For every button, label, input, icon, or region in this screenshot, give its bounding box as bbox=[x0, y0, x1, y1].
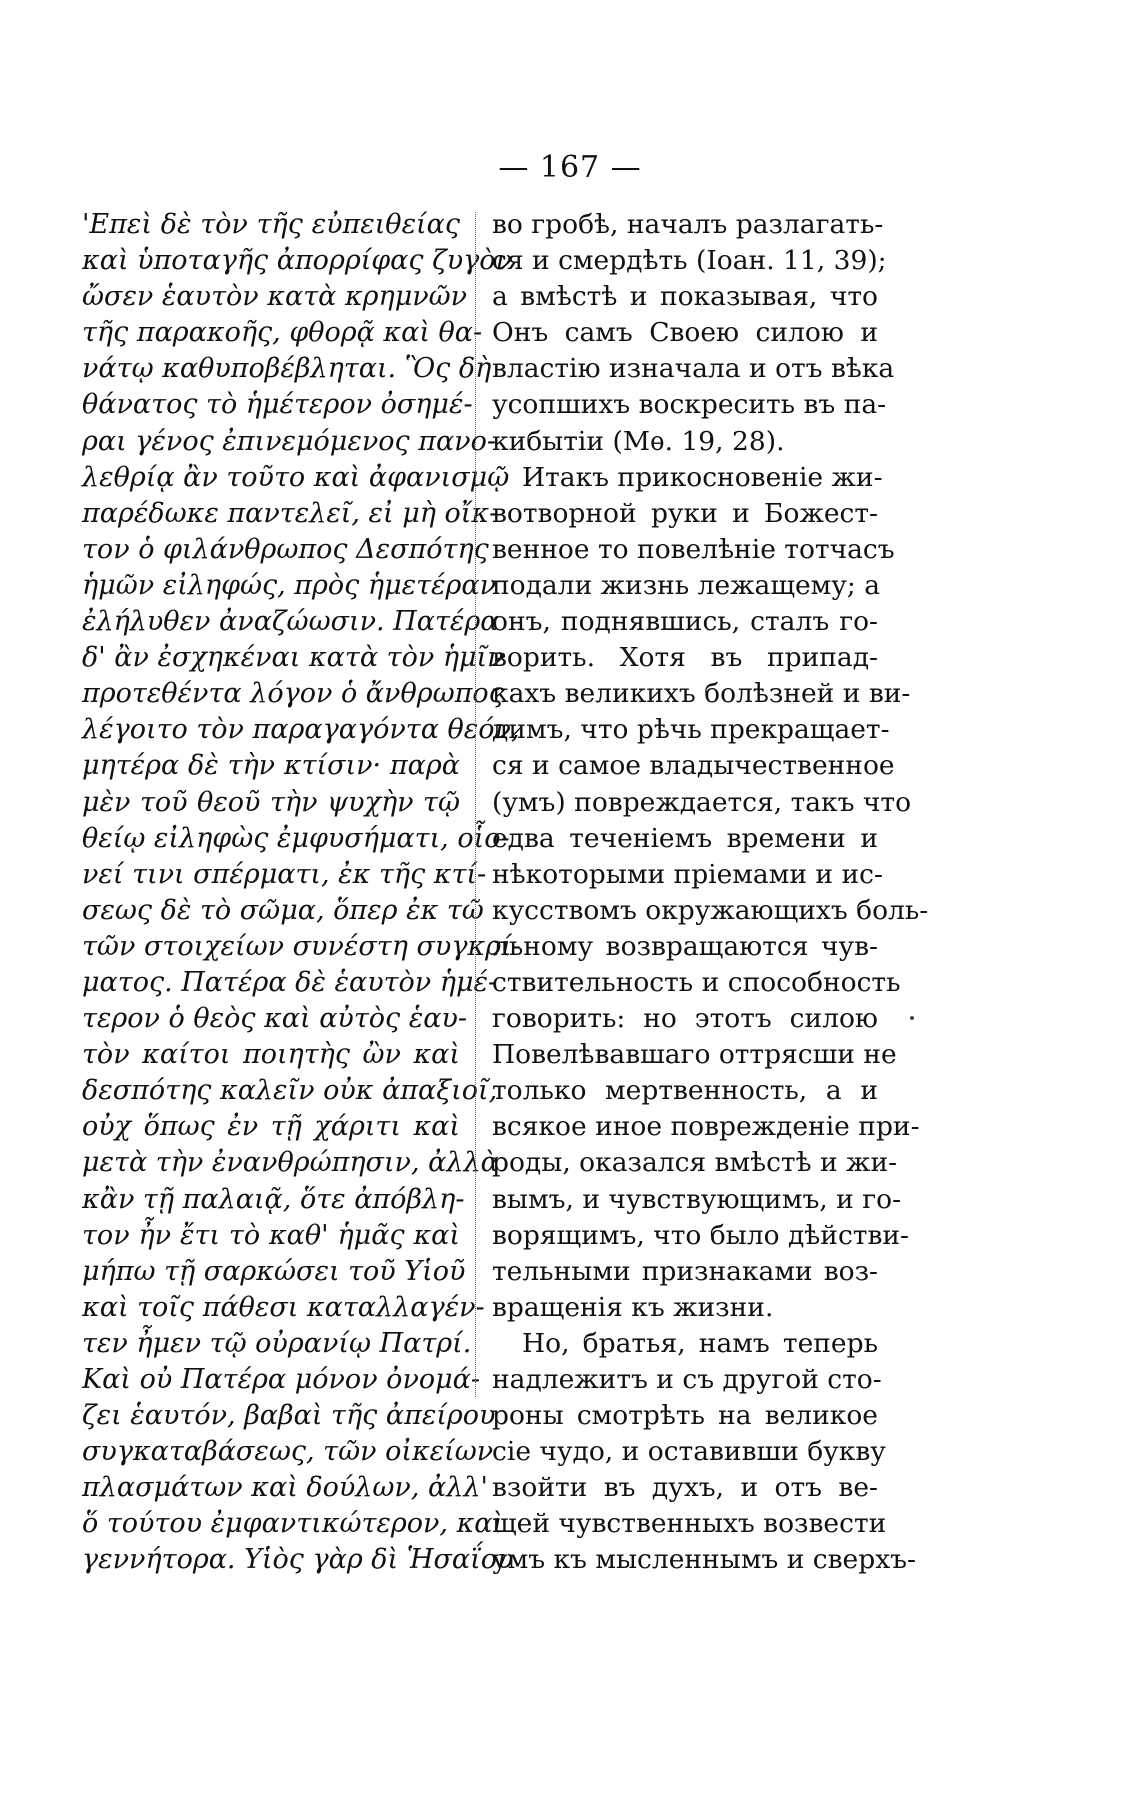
text-line: димъ, что рѣчь прекращает- bbox=[492, 714, 890, 746]
text-line: γεννήτορα. Υἱὸς γὰρ δὶ Ἡσαΐου bbox=[82, 1544, 514, 1576]
text-line: νεί τινι σπέρματι, ἐκ τῆς κτί- bbox=[82, 858, 487, 890]
text-line: льному возвращаются чув- bbox=[492, 930, 878, 962]
text-line: ὤσεν ἑαυτὸν κατὰ κρημνῶν bbox=[82, 281, 468, 313]
text-line: ὅ τούτου ἐμφαντικώτερον, καὶ bbox=[82, 1508, 504, 1540]
text-line: νάτῳ καθυποβέβληται. Ὃς δὴ bbox=[82, 353, 492, 385]
text-line: кахъ великихъ болѣзней и ви- bbox=[492, 678, 911, 710]
text-line: венное то повелѣніе тотчасъ bbox=[492, 533, 895, 565]
text-line: ματος. Πατέρα δὲ ἑαυτὸν ἡμέ- bbox=[82, 966, 498, 998]
text-line: роды, оказался вмѣстѣ и жи- bbox=[492, 1147, 898, 1179]
text-line: ζει ἑαυτόν, βαβαὶ τῆς ἀπείρου bbox=[82, 1400, 496, 1432]
text-line: σεως δὲ τὸ σῶμα, ὅπερ ἐκ τῶ bbox=[82, 894, 484, 926]
text-line: щей чувственныхъ возвести bbox=[492, 1508, 887, 1540]
text-line: κἂν τῇ παλαιᾷ, ὅτε ἀπόβλη- bbox=[82, 1183, 465, 1215]
text-line: только мертвенность, а и bbox=[492, 1075, 878, 1107]
text-line: τῆς παρακοῆς, φθορᾷ καὶ θα- bbox=[82, 317, 483, 349]
text-line: ворящимъ, что было дѣйстви- bbox=[492, 1219, 909, 1251]
text-line: всякое иное поврежденіе при- bbox=[492, 1111, 920, 1143]
text-line: вотворной руки и Божест- bbox=[492, 497, 878, 529]
text-line: вымъ, и чувствующимъ, и го- bbox=[492, 1183, 902, 1215]
text-line: οὐχ ὅπως ἐν τῇ χάριτι καὶ bbox=[82, 1111, 460, 1143]
text-line: а вмѣстѣ и показывая, что bbox=[492, 281, 878, 313]
text-line: τον ὁ φιλάνθρωπος Δεσπότης bbox=[82, 533, 489, 565]
text-line: τὸν καίτοι ποιητὴς ὢν καὶ bbox=[82, 1039, 460, 1071]
text-line: ся и самое владычественное bbox=[492, 750, 895, 782]
text-line: ствительность и способность bbox=[492, 966, 901, 998]
text-line: μήπω τῇ σαρκώσει τοῦ Υἱοῦ bbox=[82, 1255, 466, 1287]
text-line: взойти въ духъ, и отъ ве- bbox=[492, 1472, 878, 1504]
text-line: μετὰ τὴν ἐνανθρώπησιν, ἀλλὰ bbox=[82, 1147, 499, 1179]
text-line: едва теченіемъ времени и bbox=[492, 822, 878, 854]
text-line: συγκαταβάσεως, τῶν οἰκείων bbox=[82, 1436, 494, 1468]
text-line: 'Επεὶ δὲ τὸν τῆς εὐπειθείας bbox=[82, 209, 460, 240]
text-line: ἡμῶν εἰληφώς, πρὸς ἡμετέραν bbox=[82, 569, 497, 601]
text-line: вращенія къ жизни. bbox=[492, 1291, 774, 1323]
text-line: Повелѣвавшаго оттрясши не bbox=[492, 1039, 897, 1071]
text-line: τον ἦν ἔτι τὸ καθ' ἡμᾶς καὶ bbox=[82, 1219, 460, 1251]
print-speck bbox=[910, 1016, 914, 1020]
text-line: во гробѣ, началъ разлагать- bbox=[492, 209, 884, 240]
text-line: тельными признаками воз- bbox=[492, 1255, 878, 1287]
text-line: нѣкоторыми пріемами и ис- bbox=[492, 858, 883, 890]
text-line: сіе чудо, и оставивши букву bbox=[492, 1436, 886, 1468]
text-line: ραι γένος ἐπινεμόμενος πανο- bbox=[82, 425, 496, 457]
text-line: Но, братья, намъ теперь bbox=[522, 1327, 878, 1359]
text-line: кусствомъ окружающихъ боль- bbox=[492, 894, 929, 926]
text-line: умъ къ мысленнымъ и сверхъ- bbox=[492, 1544, 916, 1576]
russian-text-column bbox=[492, 207, 929, 1579]
text-line: καὶ τοῖς πάθεσι καταλλαγέν- bbox=[82, 1291, 485, 1323]
column-divider bbox=[475, 212, 476, 1397]
text-line: ся и смердѣть (Іоан. 11, 39); bbox=[492, 245, 887, 277]
text-line: Καὶ οὐ Πατέρα μόνον ὀνομά- bbox=[82, 1364, 481, 1395]
text-line: λεθρίᾳ ἂν τοῦτο καὶ ἀφανισμῷ bbox=[82, 461, 510, 493]
text-line: προτεθέντα λόγον ὁ ἄνθρωπος bbox=[82, 678, 504, 710]
text-line: ворить. Хотя въ припад- bbox=[492, 642, 878, 674]
page-number: — 167 — bbox=[498, 150, 642, 185]
text-line: τερον ὁ θεὸς καὶ αὐτὸς ἑαυ- bbox=[82, 1003, 468, 1035]
greek-text-column bbox=[82, 207, 521, 1579]
text-line: (умъ) повреждается, такъ что bbox=[492, 786, 912, 818]
text-line: μητέρα δὲ τὴν κτίσιν· παρὰ bbox=[82, 750, 460, 782]
text-line: δεσπότης καλεῖν οὐκ ἀπαξιοῖ, bbox=[82, 1075, 498, 1107]
text-line: властію изначала и отъ вѣка bbox=[492, 353, 895, 385]
text-line: подали жизнь лежащему; а bbox=[492, 569, 881, 601]
text-line: πλασμάτων καὶ δούλων, ἀλλ' bbox=[82, 1472, 488, 1504]
text-line: τεν ἦμεν τῷ οὐρανίῳ Πατρί. bbox=[82, 1327, 472, 1359]
text-line: θάνατος τὸ ἡμέτερον ὀσημέ- bbox=[82, 389, 473, 421]
text-line: μὲν τοῦ θεοῦ τὴν ψυχὴν τῷ bbox=[82, 786, 460, 818]
text-line: Онъ самъ Своею силою и bbox=[492, 317, 878, 349]
text-line: Итакъ прикосновеніе жи- bbox=[522, 461, 883, 493]
text-line: καὶ ὑποταγῆς ἀπορρίφας ζυγὸν bbox=[82, 245, 512, 277]
text-line: παρέδωκε παντελεῖ, εἰ μὴ οἴκ- bbox=[82, 497, 499, 529]
text-line: онъ, поднявшись, сталъ го- bbox=[492, 606, 878, 638]
text-line: δ' ἂν ἐσχηκέναι κατὰ τὸν ἡμῖν bbox=[82, 642, 504, 674]
text-line: ἐλήλυθεν ἀναζώωσιν. Πατέρα bbox=[82, 606, 499, 638]
text-line: τῶν στοιχείων συνέστη συγκρί- bbox=[82, 930, 521, 962]
text-line: роны смотрѣть на великое bbox=[492, 1400, 878, 1432]
text-line: θείῳ εἰληφὼς ἐμφυσήματι, οἷο- bbox=[82, 822, 510, 854]
text-line: λέγοιτο τὸν παραγαγόντα θεόν, bbox=[82, 714, 520, 746]
text-line: надлежитъ и съ другой сто- bbox=[492, 1364, 882, 1395]
text-line: усопшихъ воскресить въ па- bbox=[492, 389, 887, 421]
text-line: говорить: но этотъ силою bbox=[492, 1003, 878, 1035]
text-line: кибытіи (Мѳ. 19, 28). bbox=[492, 425, 785, 457]
